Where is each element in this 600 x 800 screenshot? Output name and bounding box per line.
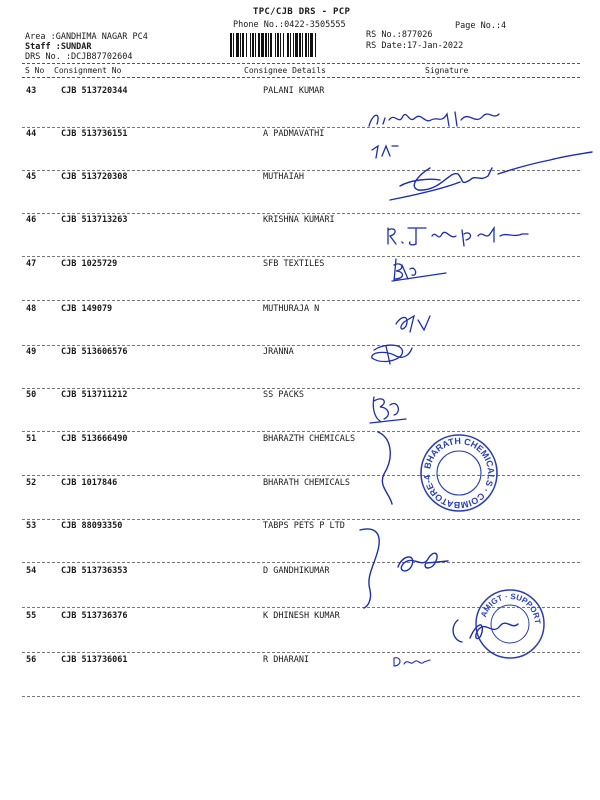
company-stamp-second: [474, 588, 546, 660]
row-consignee: TABPS PETS P LTD: [263, 521, 345, 531]
signature-50: [366, 393, 411, 428]
signature-49: [366, 340, 421, 370]
row-consignee: D GANDHIKUMAR: [263, 566, 330, 576]
row-consignment: CJB 1025729: [61, 259, 118, 269]
signature-43: [365, 106, 515, 136]
page-number: Page No.:4: [455, 21, 507, 31]
row-consignment: CJB 513711212: [61, 390, 128, 400]
row-sno: 51: [26, 434, 37, 444]
phone-number: Phone No.:0422-3505555: [233, 20, 346, 30]
row-consignee: R DHARANI: [263, 655, 310, 665]
staff-label: Staff :SUNDAR: [25, 42, 92, 52]
row-consignment: CJB 513736353: [61, 566, 128, 576]
row-consignee: PALANI KUMAR: [263, 86, 325, 96]
row-sno: 43: [26, 86, 37, 96]
svg-text:BHARATH CHEMICALS · COIMBATORE: [422, 436, 496, 510]
row-consignee: JRANNA: [263, 347, 294, 357]
row-consignment: CJB 513720344: [61, 86, 128, 96]
row-consignee: K DHINESH KUMAR: [263, 611, 340, 621]
row-consignee: MUTHURAJA N: [263, 304, 320, 314]
row-divider: [22, 345, 580, 346]
row-sno: 54: [26, 566, 37, 576]
row-divider: [22, 562, 580, 563]
row-consignee: A PADMAVATHI: [263, 129, 325, 139]
table-row: [0, 304, 600, 324]
signature-48: [392, 310, 442, 336]
sheet-title: TPC/CJB DRS - PCP: [253, 7, 351, 17]
signature-46: [382, 222, 552, 250]
row-divider: [22, 300, 580, 301]
table-row: [0, 259, 600, 279]
row-sno: 49: [26, 347, 37, 357]
col-header-consignee: Consignee Details: [244, 66, 326, 75]
signature-47: [388, 255, 448, 285]
row-consignment: CJB 513736376: [61, 611, 128, 621]
stamp-text: AMIGT · SUPPORT: [479, 591, 543, 625]
signature-45: [380, 150, 595, 210]
col-header-sno: S No: [25, 66, 45, 75]
row-consignee: KRISHNA KUMARI: [263, 215, 335, 225]
row-consignee: SFB TEXTILES: [263, 259, 325, 269]
header-rule-top: [22, 63, 580, 64]
row-consignee: MUTHAIAH: [263, 172, 304, 182]
row-consignment: CJB 513666490: [61, 434, 128, 444]
signature-54: [392, 545, 452, 581]
col-header-signature: Signature: [425, 66, 469, 75]
row-sno: 45: [26, 172, 37, 182]
row-divider: [22, 388, 580, 389]
table-row: [0, 566, 600, 586]
table-row: [0, 86, 600, 106]
row-sno: 52: [26, 478, 37, 488]
row-consignment: CJB 513736061: [61, 655, 128, 665]
stamp-text: BHARATH CHEMICALS · COIMBATORE-4: [422, 435, 497, 511]
row-sno: 44: [26, 129, 37, 139]
row-consignment: CJB 513713263: [61, 215, 128, 225]
row-sno: 48: [26, 304, 37, 314]
row-divider: [22, 696, 580, 697]
header-rule-bottom: [22, 77, 580, 78]
company-stamp-bharath: [418, 432, 500, 514]
row-sno: 50: [26, 390, 37, 400]
row-sno: 53: [26, 521, 37, 531]
barcode: [230, 33, 358, 57]
row-sno: 55: [26, 611, 37, 621]
signature-51-52: [372, 428, 412, 508]
drs-number: DRS No. :DCJB87702604: [25, 52, 133, 62]
table-row: [0, 478, 600, 498]
row-divider: [22, 213, 580, 214]
row-consignment: CJB 513720308: [61, 172, 128, 182]
row-consignee: BHARATH CHEMICALS: [263, 478, 350, 488]
rs-date: RS Date:17-Jan-2022: [366, 41, 464, 51]
row-consignment: CJB 513606576: [61, 347, 128, 357]
area-label: Area :GANDHIMA NAGAR PC4: [25, 32, 148, 42]
row-consignment: CJB 1017846: [61, 478, 118, 488]
row-consignee: BHARAZTH CHEMICALS: [263, 434, 356, 444]
row-divider: [22, 519, 580, 520]
col-header-consignment: Consignment No: [54, 66, 122, 75]
row-sno: 47: [26, 259, 37, 269]
row-sno: 46: [26, 215, 37, 225]
row-consignment: CJB 149079: [61, 304, 113, 314]
row-sno: 56: [26, 655, 37, 665]
table-row: [0, 347, 600, 367]
table-row: [0, 390, 600, 410]
row-consignment: CJB 88093350: [61, 521, 123, 531]
rs-number: RS No.:877026: [366, 30, 433, 40]
signature-56: [390, 652, 435, 670]
signature-53: [356, 520, 396, 610]
table-row: [0, 521, 600, 541]
row-divider: [22, 256, 580, 257]
table-row: [0, 434, 600, 454]
row-consignee: SS PACKS: [263, 390, 304, 400]
row-consignment: CJB 513736151: [61, 129, 128, 139]
